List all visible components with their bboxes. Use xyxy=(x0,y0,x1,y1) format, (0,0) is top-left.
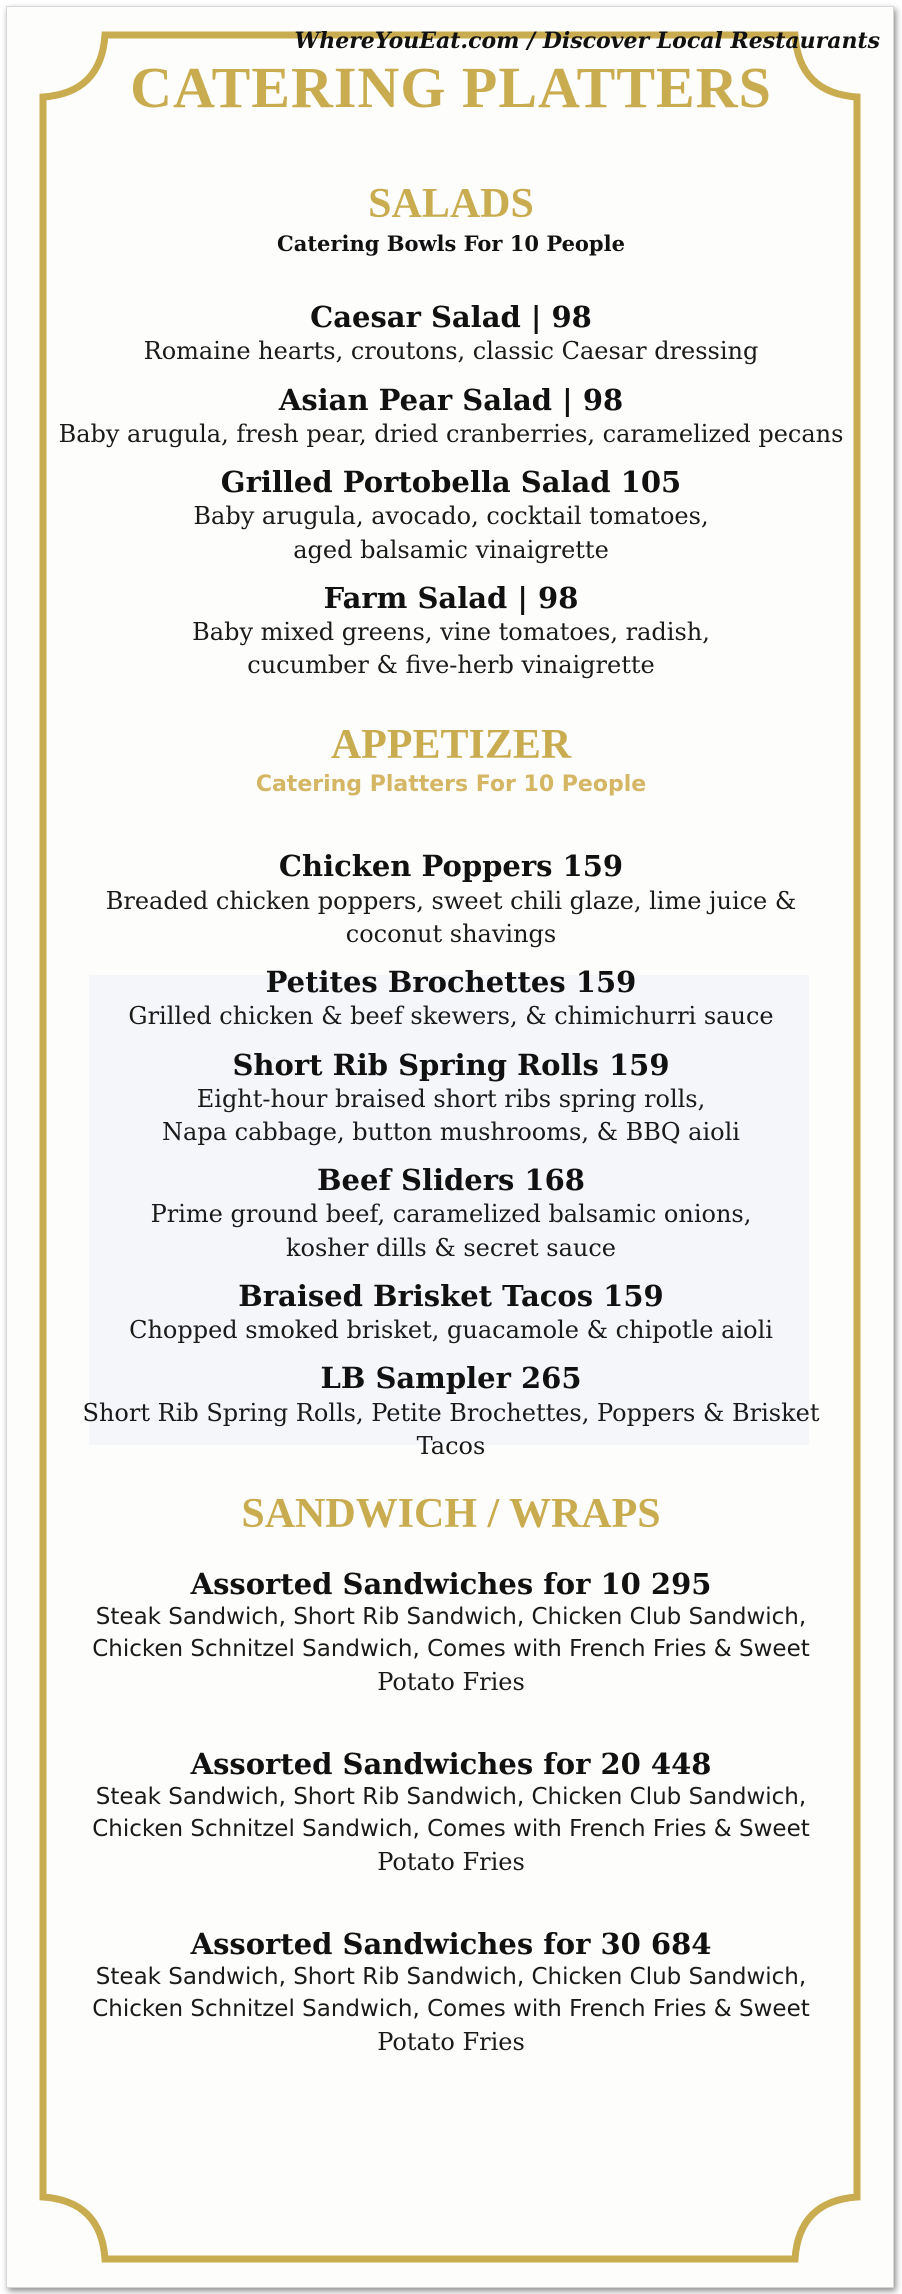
item-name: Assorted Sandwiches for 30 684 xyxy=(190,1926,712,1961)
appetizer-list xyxy=(40,849,862,1462)
item-description: coconut shavings xyxy=(345,919,557,948)
item-description: Potato Fries xyxy=(377,1667,525,1696)
item-description: Eight-hour braised short ribs spring rolls, xyxy=(196,1084,706,1113)
menu-title: CATERING PLATTERS xyxy=(130,55,772,120)
item-description: Chicken Schnitzel Sandwich, Comes with French Fries & Sweet xyxy=(92,1995,810,2022)
item-description: Napa cabbage, button mushrooms, & BBQ aioli xyxy=(162,1117,740,1146)
item-description: kosher dills & secret sauce xyxy=(285,1233,617,1262)
item-description: Breaded chicken poppers, sweet chili glaze, lime juice & xyxy=(105,886,797,915)
salads-section xyxy=(40,181,862,682)
item-name: Braised Brisket Tacos 159 xyxy=(238,1278,664,1313)
salads-heading: SALADS xyxy=(368,180,534,227)
site-watermark: WhereYouEat.com / Discover Local Restaurants xyxy=(294,28,880,54)
menu-item xyxy=(40,1927,862,2059)
appetizer-subtitle: Catering Platters For 10 People xyxy=(255,772,647,798)
menu-item xyxy=(40,1747,862,1879)
item-description: aged balsamic vinaigrette xyxy=(293,535,609,564)
menu-item xyxy=(40,1567,862,1699)
menu-item xyxy=(40,383,862,451)
appetizer-heading: APPETIZER xyxy=(330,722,572,769)
item-description: Short Rib Spring Rolls, Petite Brochettes, Poppers & Brisket xyxy=(82,1398,820,1427)
menu-item xyxy=(40,581,862,683)
menu-item xyxy=(40,965,862,1033)
menu-item xyxy=(40,1361,862,1463)
salads-list xyxy=(40,300,862,682)
menu-item xyxy=(40,849,862,951)
item-name: Assorted Sandwiches for 10 295 xyxy=(190,1566,712,1601)
menu-item xyxy=(40,465,862,567)
sandwich-list xyxy=(40,1567,862,2059)
item-name: Caesar Salad | 98 xyxy=(310,300,592,335)
item-name: Assorted Sandwiches for 20 448 xyxy=(190,1746,712,1781)
menu-item xyxy=(40,1279,862,1347)
sandwich-heading: SANDWICH / WRAPS xyxy=(241,1490,661,1537)
item-description: Chicken Schnitzel Sandwich, Comes with French Fries & Sweet xyxy=(92,1816,810,1843)
item-name: Short Rib Spring Rolls 159 xyxy=(232,1047,670,1082)
item-name: Farm Salad | 98 xyxy=(323,580,579,615)
item-description: Baby arugula, avocado, cocktail tomatoes, xyxy=(193,502,709,531)
item-description: Tacos xyxy=(416,1431,486,1460)
appetizer-section xyxy=(40,722,862,1463)
item-name: Chicken Poppers 159 xyxy=(278,849,624,884)
item-name: LB Sampler 265 xyxy=(320,1361,582,1396)
menu-item xyxy=(40,1163,862,1265)
item-name: Grilled Portobella Salad 105 xyxy=(220,465,682,500)
item-description: Potato Fries xyxy=(377,2027,525,2056)
menu-content xyxy=(40,48,862,2073)
sandwich-section xyxy=(40,1491,862,2059)
item-description: Steak Sandwich, Short Rib Sandwich, Chicken Club Sandwich, xyxy=(95,1784,807,1811)
item-description: Steak Sandwich, Short Rib Sandwich, Chicken Club Sandwich, xyxy=(95,1604,807,1631)
item-description: Steak Sandwich, Short Rib Sandwich, Chicken Club Sandwich, xyxy=(95,1964,807,1991)
item-description: Chopped smoked brisket, guacamole & chipotle aioli xyxy=(129,1316,773,1345)
item-description: cucumber & five-herb vinaigrette xyxy=(247,651,655,680)
item-description: Chicken Schnitzel Sandwich, Comes with French Fries & Sweet xyxy=(92,1636,810,1663)
item-name: Beef Sliders 168 xyxy=(317,1163,585,1198)
item-description: Baby mixed greens, vine tomatoes, radish, xyxy=(192,618,710,647)
menu-item xyxy=(40,300,862,368)
item-description: Baby arugula, fresh pear, dried cranberries, caramelized pecans xyxy=(58,419,844,448)
item-name: Petites Brochettes 159 xyxy=(265,965,637,1000)
item-description: Potato Fries xyxy=(377,1847,525,1876)
item-description: Grilled chicken & beef skewers, & chimichurri sauce xyxy=(128,1002,774,1031)
item-name: Asian Pear Salad | 98 xyxy=(278,382,624,417)
salads-subtitle: Catering Bowls For 10 People xyxy=(277,231,625,257)
item-description: Romaine hearts, croutons, classic Caesar dressing xyxy=(143,337,759,366)
item-description: Prime ground beef, caramelized balsamic onions, xyxy=(150,1200,752,1229)
menu-item xyxy=(40,1048,862,1150)
